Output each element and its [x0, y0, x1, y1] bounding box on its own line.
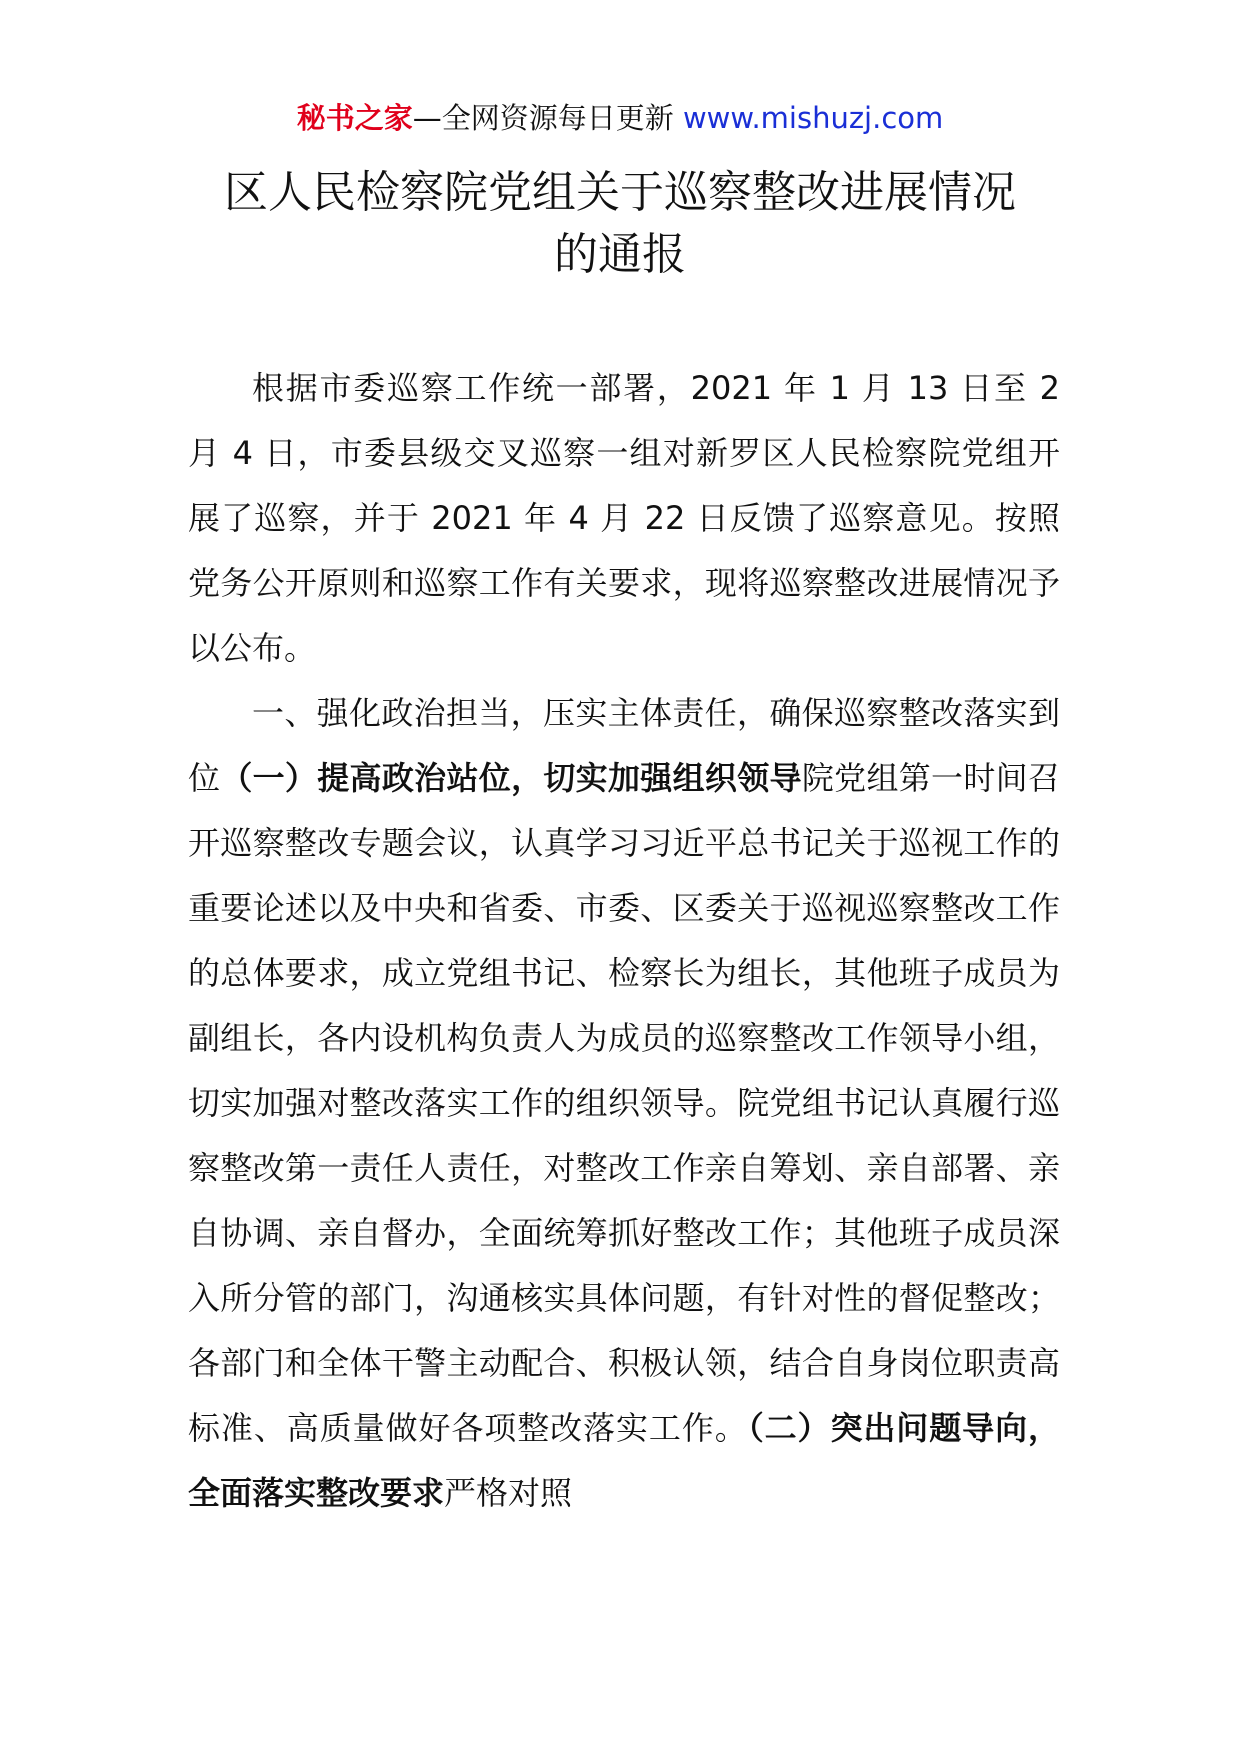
- title-line-1: 区人民检察院党组关于巡察整改进展情况: [224, 167, 1016, 218]
- title-line-2: 的通报: [554, 229, 686, 280]
- brand-name: 秘书之家: [296, 101, 413, 135]
- section-1-paragraph: [188, 681, 1060, 1526]
- subsection-2-body: 严格对照: [444, 1474, 573, 1512]
- document-body: [188, 356, 1060, 1526]
- site-banner: [0, 98, 1240, 138]
- banner-slogan: —全网资源每日更新: [412, 101, 683, 135]
- subsection-1-body: 院党组第一时间召开巡察整改专题会议，认真学习习近平总书记关于巡视工作的重要论述以及中央和省委、市委、区委关于巡视巡察整改工作的总体要求，成立党组书记、检察长为组长，其他班子成员为副组长，各内设机构负责人为成员的巡察整改工作领导小组，切实加强对整改落实工作的组织领导。院党组书记认真履行巡察整改第一责任人责任，对整改工作亲自筹划、亲自部署、亲自协调、亲自督办，全面统筹抓好整改工作；其他班子成员深入所分管的部门，沟通核实具体问题，有针对性的督促整改；各部门和全体干警主动配合、积极认领，结合自身岗位职责高标准、高质量做好各项整改落实工作。: [188, 759, 1060, 1447]
- subsection-1-heading: （一）提高政治站位，切实加强组织领导: [220, 759, 802, 797]
- intro-paragraph: 根据市委巡察工作统一部署，2021 年 1 月 13 日至 2 月 4 日，市委县级交叉巡察一组对新罗区人民检察院党组开展了巡察，并于 2021 年 4 月 22 日反馈了巡察意见。按照党务公开原则和巡察工作有关要求，现将巡察整改进展情况予以公布。: [188, 369, 1060, 667]
- site-url-link[interactable]: www.mishuzj.com: [682, 101, 944, 135]
- subsection-2-heading: （二）突出问题导向，全面落实整改要求: [188, 1409, 1060, 1512]
- section-1-lead: 一、强化政治担当，压实主体责任，确保巡察整改落实到位: [188, 694, 1060, 797]
- document-title: [0, 162, 1240, 286]
